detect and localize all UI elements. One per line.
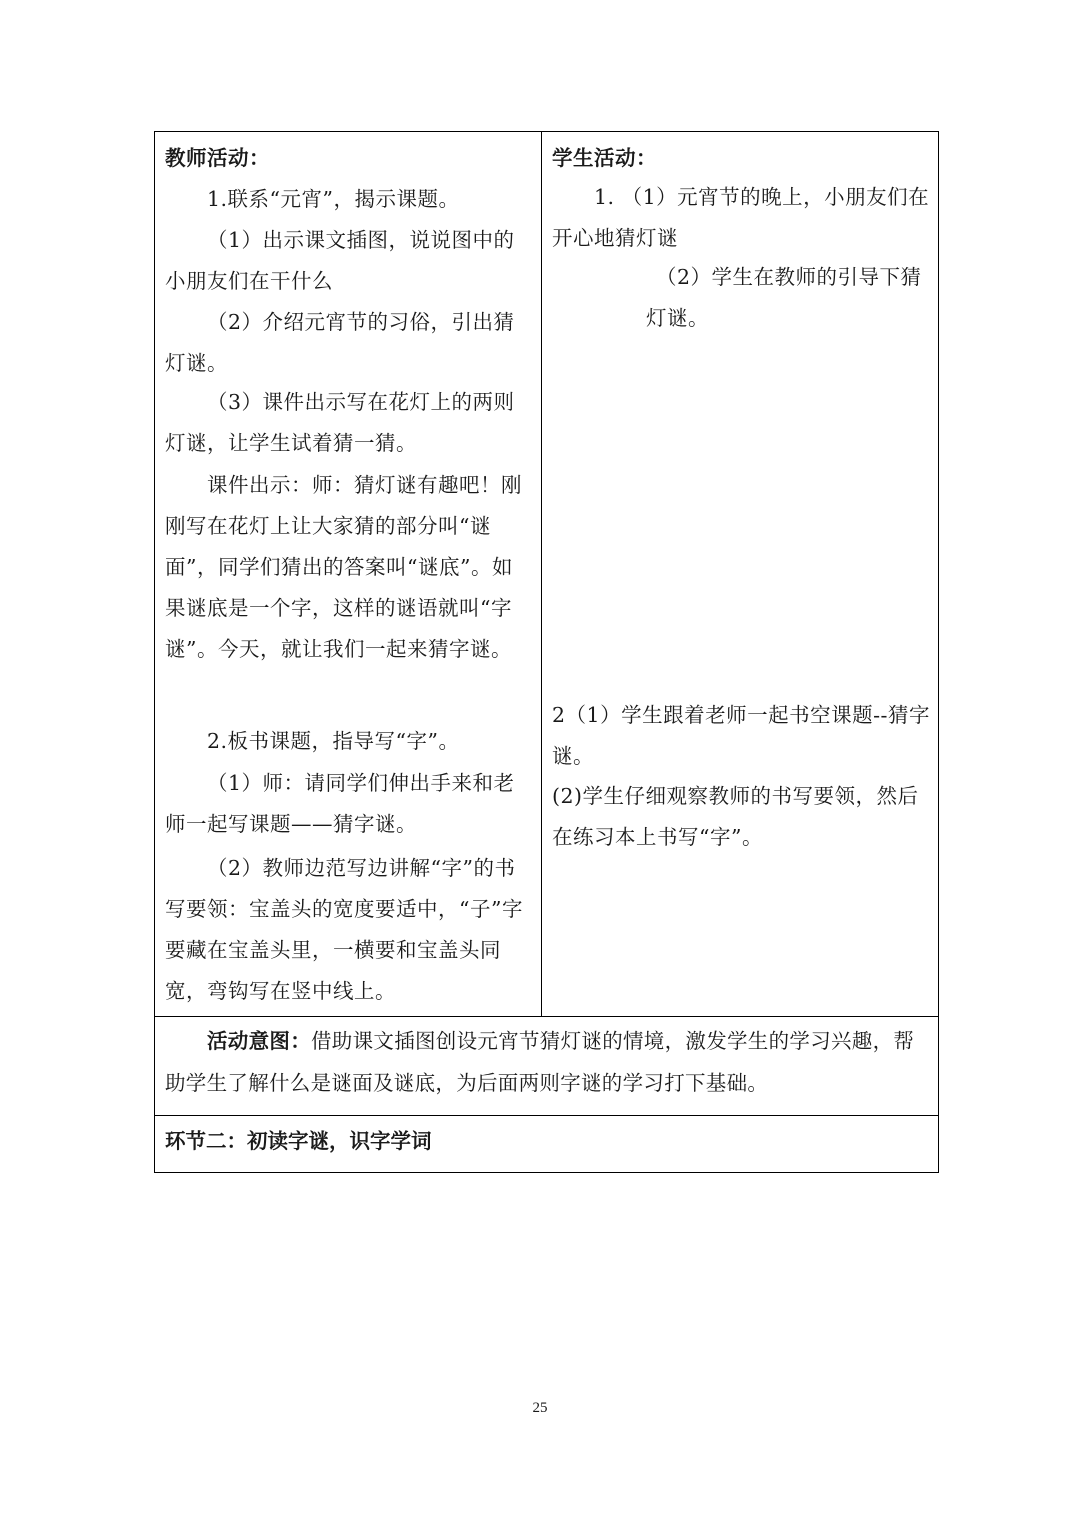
activity-row (155, 132, 939, 1017)
activity-intent-cell (155, 1017, 939, 1116)
teacher-step-1-1: （1）出示课文插图，说说图中的小朋友们在干什么 (165, 228, 515, 293)
activity-intent (165, 1020, 926, 1104)
student-heading: 学生活动： (552, 146, 657, 170)
teacher-step-2: 2.板书课题，指导写“字”。 (207, 729, 460, 753)
lesson-plan-table (154, 131, 939, 1173)
student-step-1-2: （2）学生在教师的引导下猜灯谜。 (646, 265, 922, 330)
teacher-step-2-1: （1）师：请同学们伸出手来和老师一起写课题——猜字谜。 (165, 771, 515, 836)
teacher-step-1-2: （2）介绍元宵节的习俗，引出猜灯谜。 (165, 310, 515, 375)
teacher-heading: 教师活动： (165, 146, 270, 170)
teacher-step-1: 1.联系“元宵”，揭示课题。 (207, 187, 460, 211)
teacher-step-2-2: （2）教师边范写边讲解“字”的书写要领：宝盖头的宽度要适中，“子”字要藏在宝盖头里，一横要和宝盖头同宽，弯钩写在竖中线上。 (165, 856, 523, 1003)
activity-intent-text: 借助课文插图创设元宵节猜灯谜的情境，激发学生的学习兴趣，帮助学生了解什么是谜面及谜底，为后面两则字谜的学习打下基础。 (165, 1029, 915, 1095)
student-step-2-2: (2)学生仔细观察教师的书写要领，然后在练习本上书写“字”。 (552, 784, 919, 849)
student-activity-cell (542, 132, 939, 1017)
activity-intent-label: 活动意图： (207, 1029, 311, 1053)
teacher-activity-cell (155, 132, 542, 1017)
student-step-2-1: 2（1）学生跟着老师一起书空课题--猜字谜。 (552, 703, 930, 768)
section-title: 环节二：初读字谜，识字学词 (165, 1129, 432, 1153)
section-title-cell (155, 1116, 939, 1173)
section-row (155, 1116, 939, 1173)
teacher-courseware-text: 课件出示：师：猜灯谜有趣吧！刚刚写在花灯上让大家猜的部分叫“谜面”，同学们猜出的答案叫“谜底”。如果谜底是一个字，这样的谜语就叫“字谜”。今天，就让我们一起来猜字谜。 (165, 473, 522, 661)
teacher-step-1-3: （3）课件出示写在花灯上的两则灯谜，让学生试着猜一猜。 (165, 390, 515, 455)
intent-row (155, 1017, 939, 1116)
student-step-1-1: 1. （1）元宵节的晚上，小朋友们在开心地猜灯谜 (552, 185, 930, 250)
page-number: 25 (532, 1400, 548, 1416)
